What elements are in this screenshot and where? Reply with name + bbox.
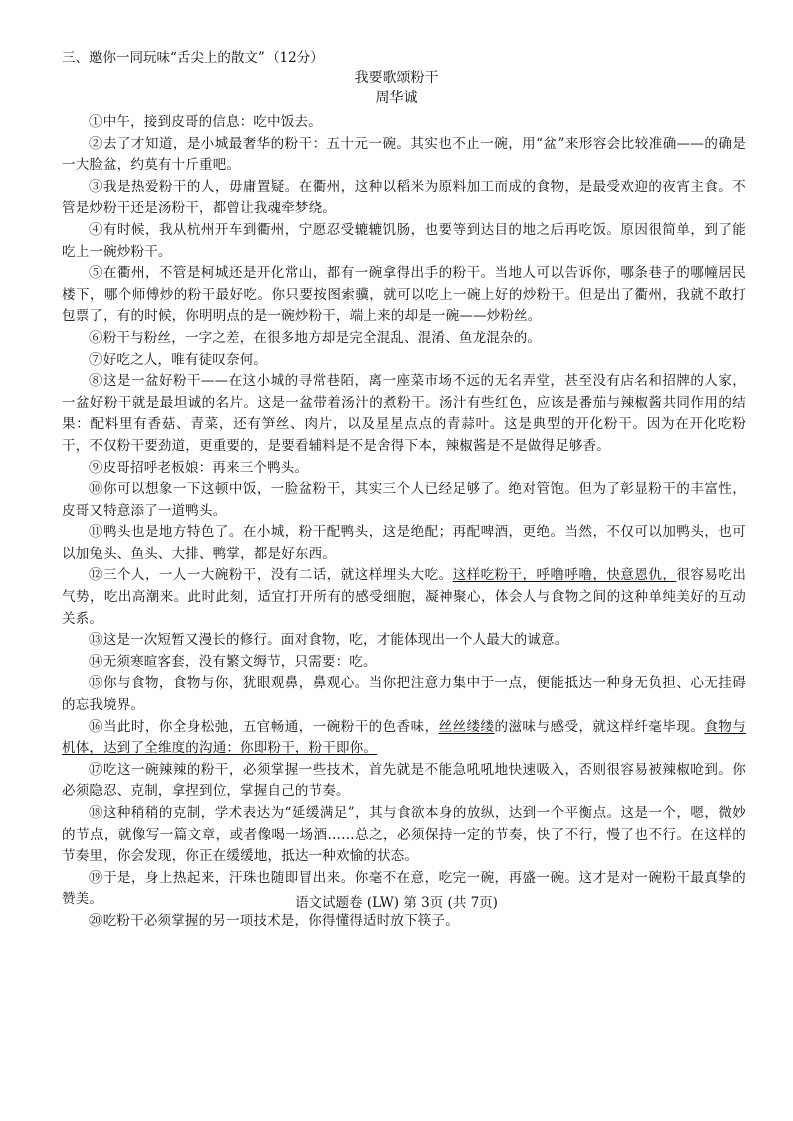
article-paragraph <box>62 522 746 565</box>
paragraph-text: ⑤在衢州，不管是柯城还是开化常山，都有一碗拿得出手的粉干。当地人可以告诉你，哪条巷子的哪幢居民楼下，哪个师傅炒的粉干最好吃。你只要按图索骥，就可以吃上一碗上好的炒粉干。但是出了衢州，我就不敢打包票了，有的时候，你明明点的是一碗炒粉干，端上来的却是一碗——炒粉丝。 <box>62 265 746 325</box>
article-paragraph <box>62 717 746 760</box>
paragraph-text: ②去了才知道，是小城最奢华的粉干：五十元一碗。其实也不止一碗，用“盆”来形容会比较准确——的确是一大脸盆，约莫有十斤重吧。 <box>62 135 746 174</box>
section-heading-text: 三、邀你一同玩味“舌尖上的散文” <box>62 50 265 66</box>
paragraph-text: ①中午，接到皮哥的信息：吃中饭去。 <box>89 114 322 130</box>
paragraph-text: ⑬这是一次短暂又漫长的修行。面对食物，吃，才能体现出一个人最大的诚意。 <box>89 632 569 649</box>
paragraph-text: 的滋味与感受，就这样纤毫毕现。 <box>494 718 705 735</box>
paragraph-text: ③我是热爱粉干的人，毋庸置疑。在衢州，这种以稻米为原料加工而成的食物，是最受欢迎的夜宵主食。不管是炒粉干还是汤粉干，都曾让我魂牵梦绕。 <box>62 178 746 217</box>
article-paragraph <box>62 328 746 350</box>
paragraph-text: ⑭无须寒暄客套，没有繁文缛节，只需要：吃。 <box>89 653 377 670</box>
article-paragraph <box>62 803 746 868</box>
article-paragraph <box>62 479 746 522</box>
underlined-phrase: 食物与机体，达到了全维度的沟通：你即粉干，粉干即你。 <box>62 718 746 757</box>
article-paragraph <box>62 220 746 263</box>
paragraph-text: 很容易吃出气势，吃出高潮来。此时此刻，适宜打开所有的感受细胞，凝神聚心，体会人与食物之间的这种单纯美好的互动关系。 <box>62 567 747 627</box>
article-title: 我要歌颂粉干 <box>354 70 439 86</box>
paragraph-text: ⑪鸭头也是地方特色了。在小城，粉干配鸭头，这是绝配；再配啤酒，更绝。当然，不仅可以加鸭头，也可以加兔头、鱼头、大排、鸭掌，都是好东西。 <box>62 524 746 562</box>
paragraph-text: ⑧这是一盆好粉干——在这小城的寻常巷陌，离一座菜市场不远的无名弄堂，甚至没有店名和招牌的人家，一盆好粉干就是最坦诚的名片。这是一盆带着汤汁的煮粉干。汤汁有些红色，应该是番茄与辣椒酱共同作用的结果：配料里有香菇、青菜，还有笋丝、肉片，以及星星点点的青蒜叶。这是典型的开化粉干。因为在开化吃粉干，不仅粉干要劲道，更重要的，是要看辅料是不是舍得下本，辣椒酱是不是做得足够香。 <box>62 373 746 454</box>
article-paragraph <box>62 371 746 457</box>
article-paragraph <box>62 177 746 220</box>
paragraph-text: ⑳吃粉干必须掌握的另一项技术是，你得懂得适时放下筷子。 <box>89 912 459 929</box>
paragraph-text: ⑱这种稍稍的克制，学术表达为“延缓满足”，其与食欲本身的放纵，达到一个平衡点。这是一个，嗯，微妙的节点，就像写一篇文章，或者像喝一场酒……总之，必须保持一定的节奏，快了不行，慢了也不行。在这样的节奏里，你会发现，你正在缓缓地，抵达一种欢愉的状态。 <box>62 805 746 865</box>
article-paragraph <box>62 652 746 674</box>
paragraph-text: ⑩你可以想象一下这顿中饭，一脸盆粉干，其实三个人已经足够了。绝对管饱。但为了彰显粉干的丰富性，皮哥又特意添了一道鸭头。 <box>62 481 746 519</box>
article-paragraph <box>62 673 746 716</box>
article-paragraph <box>62 760 746 803</box>
section-heading <box>62 48 324 68</box>
underlined-phrase: 这样吃粉干，呼噜呼噜，快意恩仇， <box>452 567 677 584</box>
paragraph-text: ⑦好吃之人，唯有徒叹奈何。 <box>89 351 268 368</box>
article-paragraph <box>62 350 746 372</box>
article-paragraph <box>62 263 746 328</box>
article-paragraph <box>62 630 746 652</box>
underlined-phrase: 丝丝缕缕 <box>438 718 495 735</box>
page-footer: 语文试题卷 (LW) 第 3页 (共 7页) <box>295 895 498 911</box>
paragraph-text: ⑰吃这一碗辣辣的粉干，必须掌握一些技术，首先就是不能急吼吼地快速吸入，否则很容易被辣椒呛到。你必须隐忍、克制，拿捏到位，掌握自己的节奏。 <box>62 761 746 800</box>
article-paragraph <box>62 565 746 630</box>
article-paragraph <box>62 458 746 480</box>
section-points: （12分） <box>272 50 324 66</box>
article-paragraph <box>62 134 746 177</box>
paragraph-text: ⑲于是，身上热起来，汗珠也随即冒出来。你毫不在意，吃完一碗，再盛一碗。这才是对一碗粉干最真挚的赞美。 <box>62 869 746 908</box>
article-paragraph <box>62 112 746 134</box>
paragraph-text: ⑮你与食物，食物与你，犹眼观鼻，鼻观心。当你把注意力集中于一点，便能抵达一种身无负担、心无挂碍的忘我境界。 <box>62 675 746 714</box>
article-body <box>62 112 746 933</box>
paragraph-text: ⑫三个人，一人一大碗粉干，没有二话，就这样埋头大吃。 <box>89 567 453 584</box>
paragraph-text: ⑨皮哥招呼老板娘：再来三个鸭头。 <box>89 459 309 476</box>
article-paragraph <box>62 911 746 933</box>
paragraph-text: ⑯当此时，你全身松弛，五官畅通，一碗粉干的色香味， <box>89 718 439 735</box>
paragraph-text: ④有时候，我从杭州开车到衢州，宁愿忍受辘辘饥肠，也要等到达目的地之后再吃饭。原因很简单，到了能吃上一碗炒粉干。 <box>62 221 746 260</box>
article-author: 周华诚 <box>375 90 418 106</box>
paragraph-text: ⑥粉干与粉丝，一字之差，在很多地方却是完全混乱、混淆、鱼龙混杂的。 <box>89 329 542 346</box>
